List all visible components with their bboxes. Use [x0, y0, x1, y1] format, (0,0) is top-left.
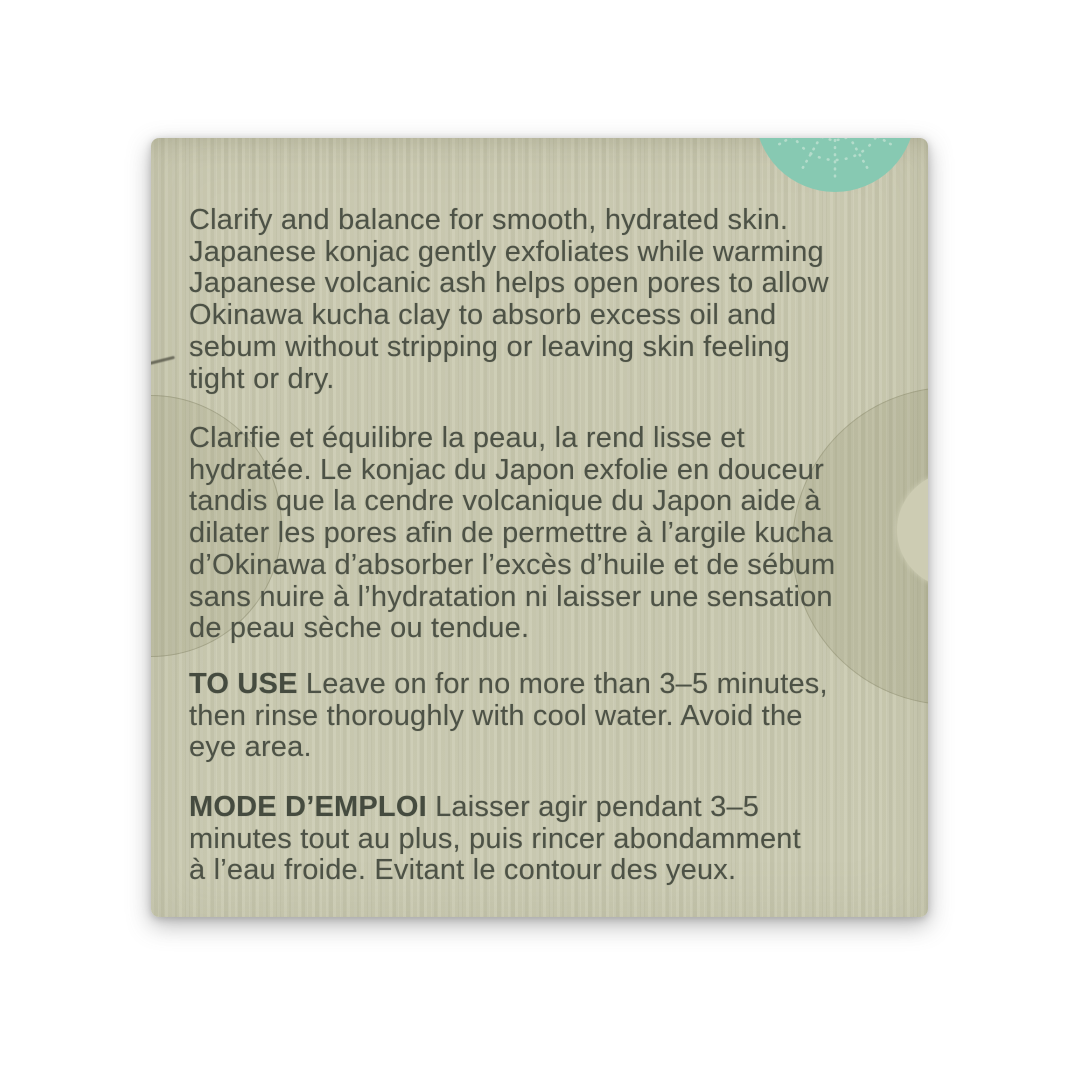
text-line: à l’eau froide. Evitant le contour des yeux. — [189, 854, 737, 887]
scratch-mark — [151, 356, 175, 365]
text-line: hydratée. Le konjac du Japon exfolie en douceur — [189, 453, 824, 486]
text-line: Okinawa kucha clay to absorb excess oil and — [189, 299, 777, 332]
product-box-back-panel — [151, 138, 928, 917]
text-line: Clarify and balance for smooth, hydrated skin. — [189, 204, 789, 236]
text-line: tight or dry. — [189, 362, 335, 395]
text-line — [189, 792, 801, 824]
text-line: sans nuire à l’hydratation ni laisser une sensation — [189, 580, 833, 613]
text-line: d’Okinawa d’absorber l’excès d’huile et de sébum — [189, 548, 836, 581]
teal-starburst-circle — [755, 138, 915, 192]
text-run: Leave on for no more than 3–5 minutes, — [297, 668, 828, 700]
text-line: minutes tout au plus, puis rincer abondamment — [189, 822, 801, 855]
text-line: de peau sèche ou tendue. — [189, 612, 530, 645]
text-line: sebum without stripping or leaving skin feeling — [189, 330, 790, 363]
french-description — [189, 423, 835, 645]
to-use-label: TO USE — [189, 668, 298, 700]
text-line — [189, 669, 828, 701]
text-line: then rinse thoroughly with cool water. Avoid the — [189, 699, 803, 732]
text-run: Laisser agir pendant 3–5 — [426, 791, 760, 823]
text-line: Clarifie et équilibre la peau, la rend lisse et — [189, 422, 745, 454]
usage-instructions-fr — [189, 792, 801, 887]
text-line: dilater les pores afin de permettre à l’argile kucha — [189, 517, 833, 550]
english-description — [189, 205, 829, 395]
text-line: eye area. — [189, 731, 312, 764]
usage-instructions-en — [189, 669, 828, 764]
mode-demploi-label: MODE D’EMPLOI — [189, 791, 427, 823]
text-line: tandis que la cendre volcanique du Japon aide à — [189, 485, 821, 518]
text-line: Japanese volcanic ash helps open pores to allow — [189, 267, 829, 300]
text-line: Japanese konjac gently exfoliates while warming — [189, 235, 824, 268]
